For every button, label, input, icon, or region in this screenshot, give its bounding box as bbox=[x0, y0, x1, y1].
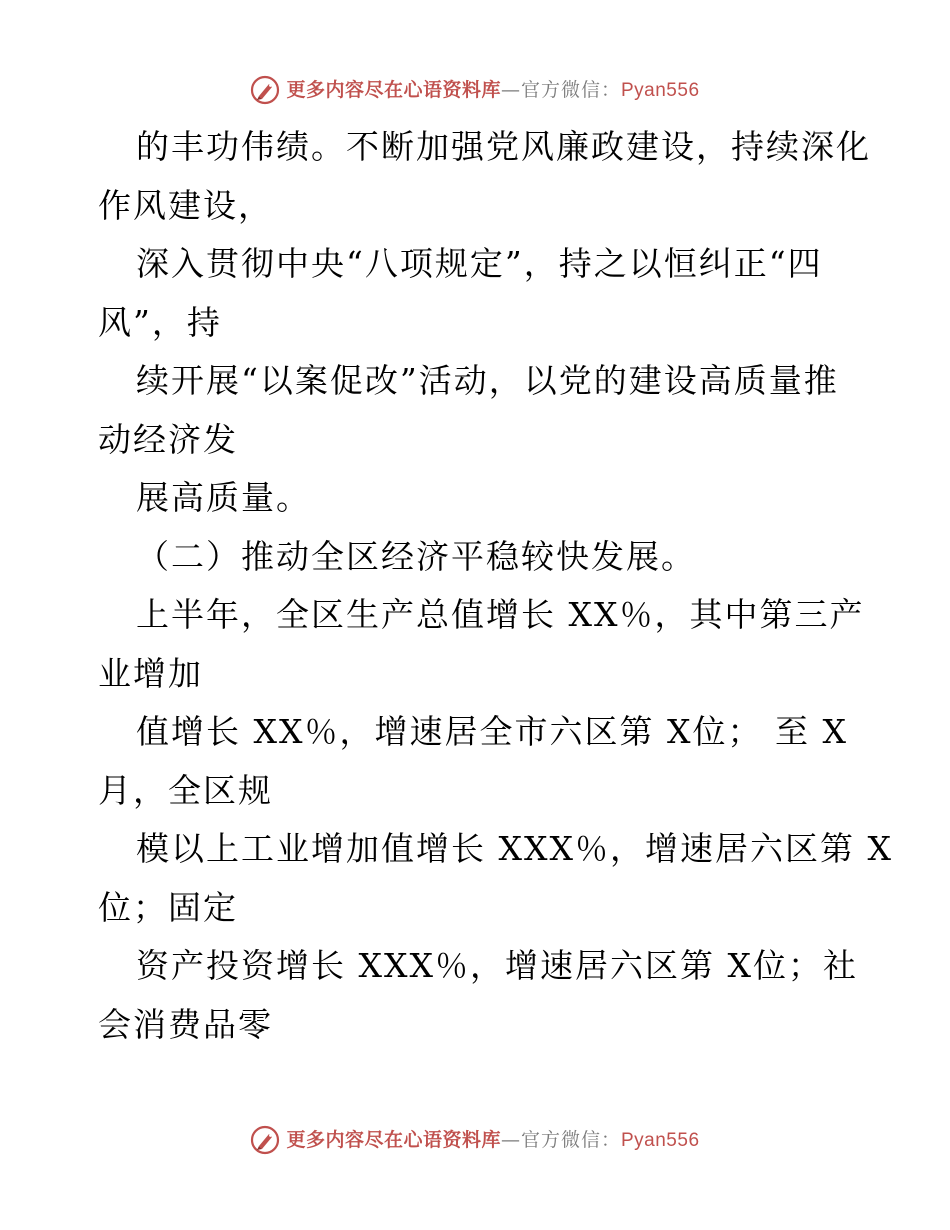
pen-logo-icon bbox=[250, 1125, 280, 1155]
text-line: 的丰功伟绩。不断加强党风廉政建设，持续深化 bbox=[136, 127, 871, 166]
banner-title: 更多内容尽在心语资料库 bbox=[286, 78, 501, 101]
text-line: 位；固定 bbox=[98, 887, 238, 927]
text-line: 资产投资增长 XXX％，增速居六区第 X位；社 bbox=[136, 946, 858, 985]
text-line: 会消费品零 bbox=[98, 1004, 273, 1044]
text-line: 风”，持 bbox=[98, 302, 222, 342]
text-line: 深入贯彻中央“八项规定”，持之以恒纠正“四 bbox=[136, 244, 823, 283]
footer-watermark-banner bbox=[0, 1120, 950, 1160]
text-line: 动经济发 bbox=[98, 419, 238, 459]
text-line: 业增加 bbox=[98, 653, 203, 693]
pen-logo-icon bbox=[250, 75, 280, 105]
banner-title: 更多内容尽在心语资料库 bbox=[286, 1128, 501, 1151]
text-line: 上半年，全区生产总值增长 XX％，其中第三产 bbox=[136, 595, 865, 634]
banner-wechat-id: Pyan556 bbox=[621, 1129, 700, 1151]
banner-wechat-id: Pyan556 bbox=[621, 79, 700, 101]
text-line: 作风建设， bbox=[98, 185, 273, 225]
banner-subtitle: —官方微信： bbox=[500, 78, 621, 101]
header-watermark-banner bbox=[0, 70, 950, 110]
text-line: 月，全区规 bbox=[98, 770, 273, 810]
document-body bbox=[98, 118, 893, 1054]
text-line: 展高质量。 bbox=[136, 478, 311, 517]
text-line: 值增长 XX％，增速居全市六区第 X位； 至 X bbox=[136, 712, 848, 751]
text-line: 续开展“以案促改”活动，以党的建设高质量推 bbox=[136, 361, 839, 400]
banner-subtitle: —官方微信： bbox=[500, 1128, 621, 1151]
section-heading: （二）推动全区经济平稳较快发展。 bbox=[136, 536, 696, 576]
text-line: 模以上工业增加值增长 XXX％，增速居六区第 X bbox=[136, 829, 893, 868]
